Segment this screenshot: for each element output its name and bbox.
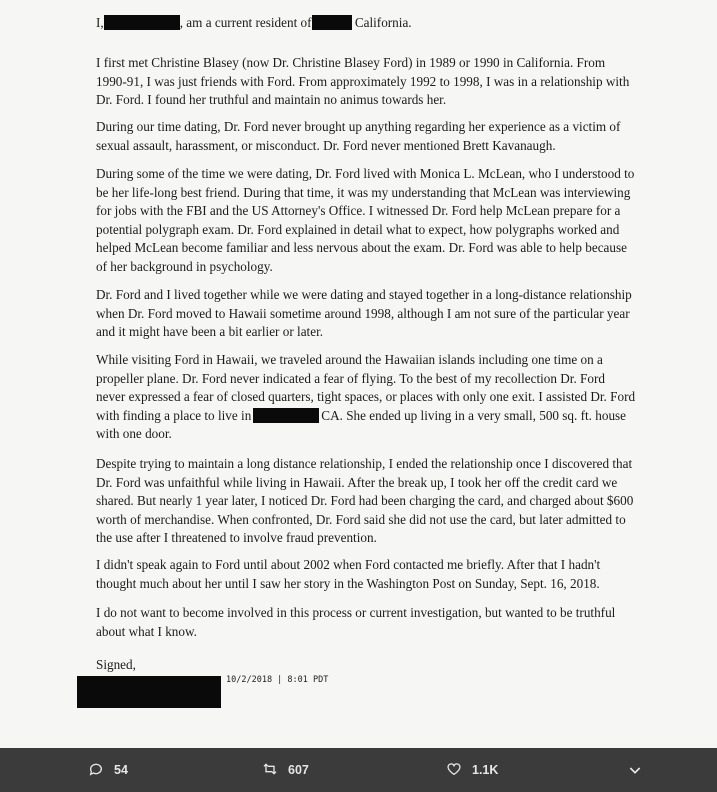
- letter-paragraph-7: Despite trying to maintain a long distance relationship, I ended the relationship once I discovered that Dr. Ford was unfaithful while living in Hawaii. After the break up, I took her off the credit card we shared. But nearly 1 year later, I noticed Dr. Ford had been charging the card, and charged about $600 worth of merchandise. When confronted, Dr. Ford said she did not use the card, but later admitted to the use after I threatened to involve fraud prevention.: [96, 456, 634, 546]
- chevron-down-icon[interactable]: [627, 762, 643, 778]
- like-button[interactable]: [446, 748, 498, 792]
- redaction-name: [104, 15, 180, 30]
- heart-icon: [446, 761, 462, 780]
- retweet-count: 607: [288, 763, 309, 777]
- reply-button[interactable]: [88, 748, 128, 792]
- redaction-signature: [77, 676, 221, 708]
- letter-text: CA. She ended up living in a very small, 500 sq. ft. house with one door.: [96, 407, 627, 442]
- letter-paragraph-2: I first met Christine Blasey (now Dr. Christine Blasey Ford) in 1989 or 1990 in California. From 1990-91, I was just friends with Ford. From approximately 1992 to 1998, I was in a relationship with Dr. Ford. I found her truthful and maintain no animus towards her.: [96, 55, 630, 108]
- redaction-location: [253, 408, 319, 423]
- letter-paragraph-4: During some of the time we were dating, Dr. Ford lived with Monica L. McLean, who I understood to be her life-long best friend. During that time, it was my understanding that McLean was interviewing for jobs with the FBI and the US Attorney's Office. I witnessed Dr. Ford help McLean prepare for a potential polygraph exam. Dr. Ford explained in detail what to expect, how polygraphs worked and helped McLean become familiar and less nervous about the exam. Dr. Ford was able to help because of her background in psychology.: [96, 166, 635, 274]
- letter-text: , am a current resident of: [179, 15, 312, 30]
- letter-paragraph-9: I do not want to become involved in this process or current investigation, but wanted to be truthful about what I know.: [96, 605, 616, 639]
- letter-text: California.: [351, 15, 412, 30]
- letter-paragraph-5: Dr. Ford and I lived together while we were dating and stayed together in a long-distance relationship when Dr. Ford moved to Hawaii sometime around 1998, although I am not sure of the particular year and it might have been a bit earlier or later.: [96, 287, 632, 340]
- letter-paragraph-6: [96, 351, 636, 444]
- tweet-action-bar: [0, 748, 717, 792]
- letter-paragraph-3: During our time dating, Dr. Ford never brought up anything regarding her experience as a victim of sexual assault, harassment, or misconduct. Dr. Ford never mentioned Brett Kavanaugh.: [96, 119, 621, 153]
- timestamp: 10/2/2018 | 8:01 PDT: [226, 675, 329, 685]
- signed-label: Signed,: [96, 657, 136, 672]
- letter-paragraph-8: I didn't speak again to Ford until about 2002 when Ford contacted me briefly. After that I hadn't thought much about her until I saw her story in the Washington Post on Sunday, Sept. 16, 2018.: [96, 557, 601, 591]
- letter-text: I,: [96, 15, 104, 30]
- like-count: 1.1K: [472, 763, 499, 777]
- reply-count: 54: [114, 763, 128, 777]
- letter-paragraph-1: [96, 14, 636, 33]
- retweet-icon: [262, 761, 278, 780]
- reply-icon: [88, 761, 104, 780]
- retweet-button[interactable]: [262, 748, 309, 792]
- letter-text: While visiting Ford in Hawaii, we traveled around the Hawaiian islands including one time on a propeller plane. Dr. Ford never indicated a fear of flying. To the best of my recollection Dr. Ford never expressed a fear of closed quarters, tight spaces, or places with only one exit. I assisted Dr. Ford with finding a place to live in: [96, 352, 636, 423]
- redaction-city: [312, 15, 352, 30]
